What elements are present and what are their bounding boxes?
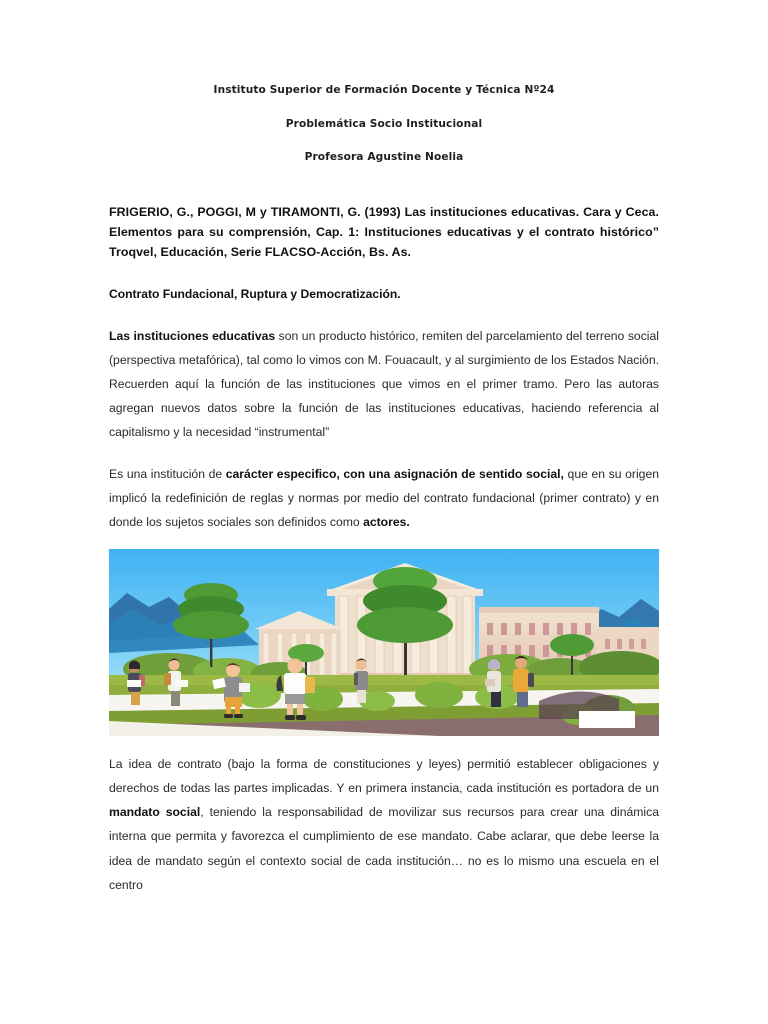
paragraph-one-bold-lead: Las instituciones educativas [109,328,276,343]
image-label-box [579,711,635,728]
paragraph-three-text: , teniendo la responsabilidad de movilizar sus recursos para crear una dinámica interna que permita y favorezca el cumplimiento de ese mandato. Cabe aclarar, que debe leerse la idea de mandato según el contexto social de cada institución… no es lo mismo una escuela en el centro [109,805,659,892]
paragraph-three-bold-mid: mandato social [109,805,201,820]
institution-title: Instituto Superior de Formación Docente y Técnica Nº24 [213,84,555,96]
paragraph-three-lead: La idea de contrato (bajo la forma de constituciones y leyes) permitió establecer obligaciones y derechos de todas las partes implicadas. Y en primera instancia, cada institución es portadora de un [109,756,659,796]
paragraph-two-bold-end: actores. [363,514,410,529]
campus-illustration [109,549,659,736]
document-header-block [109,0,659,164]
course-title: Problemática Socio Institucional [285,117,483,130]
professor-name: Profesora Agustine Noelia [304,150,464,163]
paragraph-one-text: son un producto histórico, remiten del parcelamiento del terreno social (perspectiva metafórica), tal como lo vimos con M. Fouacault, y al surgimiento de los Estados Nación. Recuerden aquí la función de las instituciones que vimos en el primer tramo. Pero las autoras agregan nuevos datos sobre la función de las instituciones educativas, haciendo referencia al capitalismo y la necesidad “instrumental” [109,328,659,440]
paragraph-two-text: que en su origen implicó la redefinición de reglas y normas por medio del contrato fundacional (primer contrato) y en donde los sujetos sociales son definidos como [109,466,660,529]
paragraph-two [109,462,659,534]
paragraph-two-bold-mid: carácter especifico, con una asignación de sentido social, [225,466,564,481]
section-title: Contrato Fundacional, Ruptura y Democratización. [109,286,401,301]
paragraph-one [109,324,659,445]
paragraph-three [109,752,659,897]
bibliographic-citation: FRIGERIO, G., POGGI, M y TIRAMONTI, G. (1993) Las instituciones educativas. Cara y Ceca. Elementos para su comprensión, Cap. 1: Instituciones educativas y el contrato histórico” Troqvel, Educación, Serie FLACSO-Acción, Bs. As. [109,205,659,260]
paragraph-two-lead: Es una institución de [109,466,226,481]
campus-illustration-svg [109,549,659,736]
